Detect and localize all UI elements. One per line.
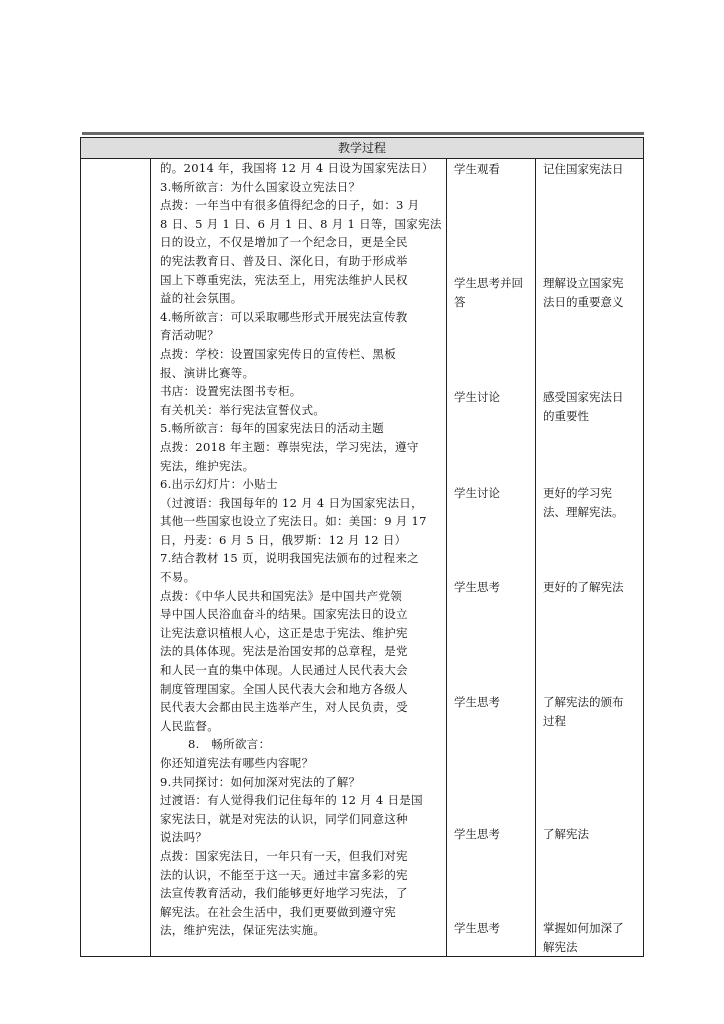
content-line: 7.结合教材 15 页，说明我国宪法颁布的过程来之 — [160, 551, 419, 566]
content-line: 你还知道宪法有哪些内容呢？ — [160, 756, 314, 770]
student-activity-cell — [454, 274, 534, 311]
content-line: 家宪法日，就是对宪法的认识，同学们同意这种 — [160, 811, 408, 826]
content-line: 育活动呢？ — [160, 328, 219, 343]
content-line: 有关机关：举行宪法宣誓仪式。 — [160, 402, 326, 417]
teaching-content-column — [160, 159, 444, 940]
content-line: 宪法，维护宪法。 — [160, 458, 255, 473]
content-line: 8. 畅所欲言： — [188, 737, 271, 752]
intent-line: 法日的重要意义 — [543, 294, 624, 309]
content-line: 让宪法意识植根人心，这正是忠于宪法、维护宪 — [160, 625, 408, 640]
content-line: 5.畅所欲言：每年的国家宪法日的活动主题 — [160, 421, 384, 436]
student-activity-cell — [454, 388, 534, 407]
content-line: 说法吗？ — [160, 830, 208, 845]
intent-line: 理解设立国家宪 — [543, 276, 624, 290]
design-intent-cell — [543, 919, 643, 956]
activity-line: 答 — [454, 294, 466, 309]
content-line: 点拨：学校：设置国家宪传日的宣传栏、黑板 — [160, 346, 396, 361]
activity-line: 学生思考 — [454, 580, 500, 594]
design-intent-cell — [543, 693, 643, 730]
intent-line: 解宪法 — [543, 939, 578, 954]
content-line: 解宪法。在社会生活中，我们更要做到遵守宪 — [160, 904, 396, 919]
teaching-process-table — [80, 137, 644, 957]
design-intent-cell — [543, 825, 643, 844]
content-line: （过渡语：我国每年的 12 月 4 日为国家宪法日， — [160, 495, 423, 510]
content-line: 法宣传教育活动，我们能够更好地学习宪法，了 — [160, 886, 408, 901]
activity-line: 学生思考并回 — [454, 276, 523, 290]
column-divider — [535, 158, 536, 956]
content-line: 法的认识，不能至于这一天。通过丰富多彩的宪 — [160, 867, 408, 882]
column-divider — [446, 158, 447, 956]
activity-line: 学生讨论 — [454, 390, 500, 404]
content-line: 书店：设置宪法图书专柜。 — [160, 384, 302, 399]
content-line: 法的具体体现。宪法是治国安邦的总章程，是党 — [160, 644, 408, 659]
content-line: 点拨：国家宪法日，一年只有一天，但我们对宪 — [160, 848, 408, 863]
content-line: 点拨：2018 年主题：尊崇宪法，学习宪法，遵守 — [160, 439, 419, 454]
content-line: 6.出示幻灯片：小贴士 — [160, 477, 278, 492]
activity-line: 学生思考 — [454, 827, 500, 841]
content-line: 和人民一直的集中体现。人民通过人民代表大会 — [160, 663, 408, 678]
content-line: 3.畅所欲言：为什么国家设立宪法日？ — [160, 179, 361, 194]
content-line: 过渡语：有人觉得我们记住每年的 12 月 4 日是国 — [160, 793, 423, 808]
activity-line: 学生思考 — [454, 921, 500, 935]
content-line: 日的设立，不仅是增加了一个纪念日，更是全民 — [160, 235, 408, 250]
intent-line: 法、理解宪法。 — [543, 504, 624, 519]
intent-line: 更好的学习宪 — [543, 486, 612, 500]
intent-line: 记住国家宪法日 — [543, 162, 624, 176]
student-activity-cell — [454, 693, 534, 712]
content-line: 的宪法教育日、普及日、深化日，有助于形成举 — [160, 253, 408, 268]
design-intent-cell — [543, 160, 643, 179]
content-line: 益的社会氛围。 — [160, 291, 243, 306]
design-intent-cell — [543, 578, 643, 597]
intent-line: 的重要性 — [543, 408, 589, 423]
activity-line: 学生讨论 — [454, 486, 500, 500]
intent-line: 了解宪法 — [543, 827, 589, 841]
intent-line: 感受国家宪法日 — [543, 390, 624, 404]
student-activity-cell — [454, 919, 534, 938]
design-intent-cell — [543, 274, 643, 311]
content-line: 民代表大会都由民主选举产生，对人民负责，受 — [160, 700, 408, 715]
intent-line: 更好的了解宪法 — [543, 580, 624, 594]
student-activity-cell — [454, 484, 534, 503]
content-line: 点拨：一年当中有很多值得纪念的日子，如：3 月 — [160, 198, 420, 213]
design-intent-cell — [543, 484, 643, 521]
activity-line: 学生思考 — [454, 695, 500, 709]
content-line: 法，维护宪法，保证宪法实施。 — [160, 923, 326, 938]
top-rule — [82, 132, 644, 135]
intent-line: 掌握如何加深了 — [543, 921, 624, 935]
content-line: 不易。 — [160, 570, 196, 585]
intent-line: 了解宪法的颁布 — [543, 695, 624, 709]
content-line: 点拨：《中华人民共和国宪法》是中国共产党领 — [160, 588, 403, 603]
content-line: 8 日、5 月 1 日、6 月 1 日、8 月 1 日等，国家宪法 — [160, 216, 442, 231]
design-intent-cell — [543, 388, 643, 425]
content-line: 导中国人民浴血奋斗的结果。国家宪法日的设立 — [160, 607, 408, 622]
content-line: 报、演讲比赛等。 — [160, 365, 255, 380]
column-divider — [150, 158, 151, 956]
content-line: 9.共同探讨：如何加深对宪法的了解？ — [160, 774, 361, 789]
content-line: 日，丹麦：6 月 5 日，俄罗斯：12 月 12 日） — [160, 532, 407, 547]
student-activity-cell — [454, 825, 534, 844]
student-activity-cell — [454, 160, 534, 179]
table-header: 教学过程 — [81, 138, 643, 159]
student-activity-cell — [454, 578, 534, 597]
content-line: 的。2014 年，我国将 12 月 4 日设为国家宪法日） — [160, 161, 434, 175]
content-line: 4.畅所欲言：可以采取哪些形式开展宪法宣传教 — [160, 309, 408, 324]
activity-line: 学生观看 — [454, 162, 500, 176]
content-line: 其他一些国家也设立了宪法日。如：美国：9 月 17 — [160, 514, 427, 529]
content-line: 制度管理国家。全国人民代表大会和地方各级人 — [160, 681, 408, 696]
content-line: 国上下尊重宪法，宪法至上，用宪法维护人民权 — [160, 272, 408, 287]
content-line: 人民监督。 — [160, 718, 219, 733]
intent-line: 过程 — [543, 713, 566, 728]
